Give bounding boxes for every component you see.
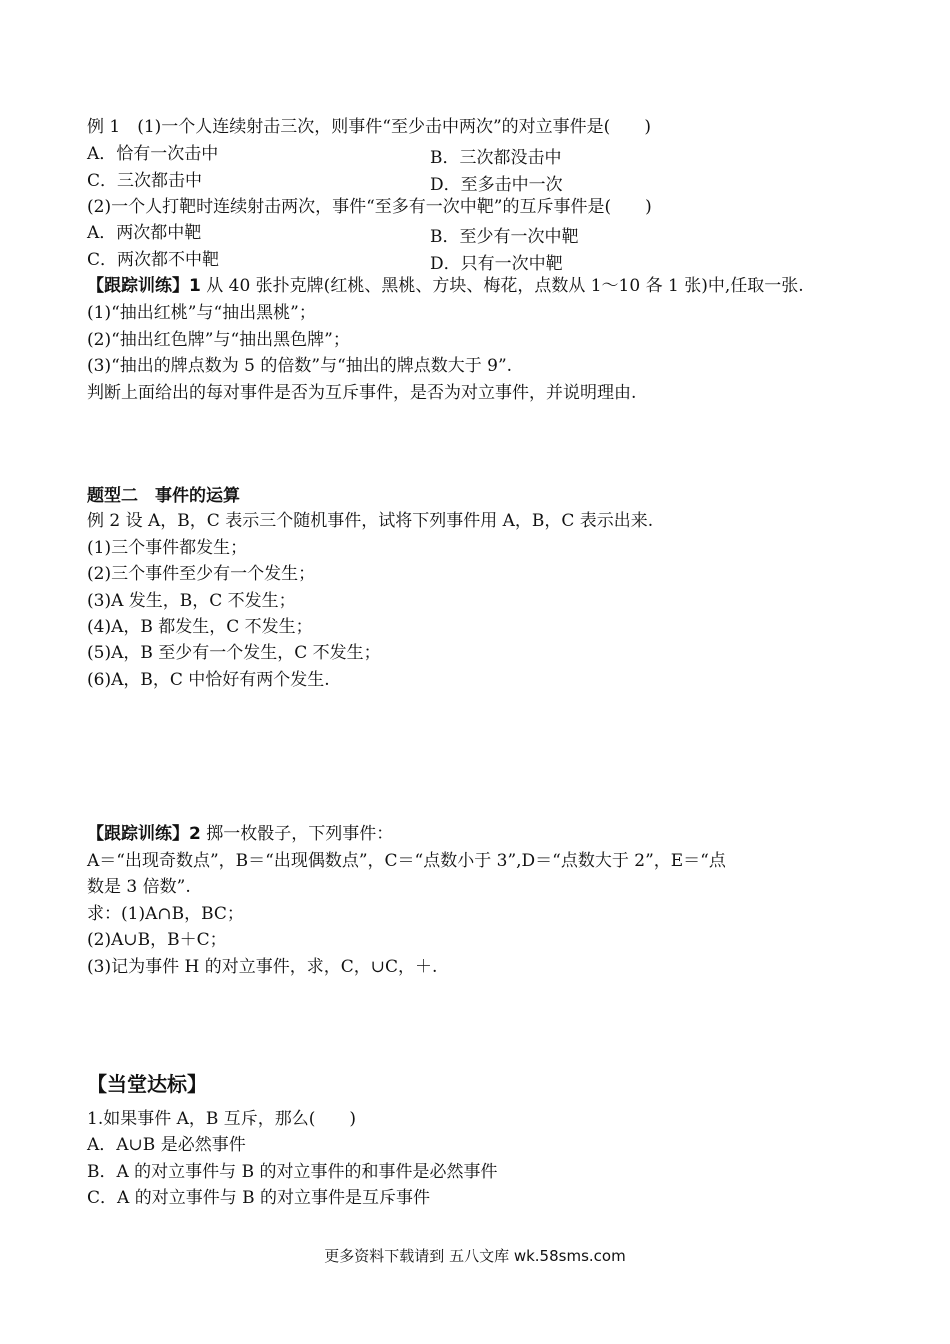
option-d: D．至多击中一次: [430, 175, 563, 195]
tracking-text: 从 40 张扑克牌(红桃、黑桃、方块、梅花，点数从 1～10 各 1 张)中,任取一张.: [200, 276, 804, 296]
item-line: (1)“抽出红桃”与“抽出黑桃”；: [87, 303, 316, 323]
item-line: (3)“抽出的牌点数为 5 的倍数”与“抽出的牌点数大于 9”.: [87, 356, 513, 376]
option-c: C．两次都不中靶: [87, 250, 220, 270]
tracking-tag: 【跟踪训练】2: [87, 824, 201, 844]
item-line: (2)A∪B，B＋C；: [87, 930, 227, 950]
item-line: (3)A 发生，B，C 不发生；: [87, 591, 296, 611]
section-title: 【当堂达标】: [87, 1072, 207, 1096]
item-line: (2)“抽出红色牌”与“抽出黑色牌”；: [87, 330, 350, 350]
events-line: 数是 3 倍数”.: [87, 877, 191, 897]
option-c: C．三次都击中: [87, 171, 203, 191]
events-line: A＝“出现奇数点”，B＝“出现偶数点”，C＝“点数小于 3”,D＝“点数大于 2”，E＝“点: [87, 851, 726, 871]
option-b: B．A 的对立事件与 B 的对立事件的和事件是必然事件: [87, 1162, 498, 1182]
option-a: A．恰有一次击中: [87, 144, 219, 164]
option-d: D．只有一次中靶: [430, 254, 563, 274]
option-b: B．三次都没击中: [430, 148, 562, 168]
option-c: C．A 的对立事件与 B 的对立事件是互斥事件: [87, 1188, 430, 1208]
item-line: (4)A，B 都发生，C 不发生；: [87, 617, 313, 637]
tracking-tag: 【跟踪训练】1: [87, 276, 201, 296]
option-b: B．至少有一次中靶: [430, 227, 579, 247]
item-line: (6)A，B，C 中恰好有两个发生.: [87, 670, 330, 690]
example-1-question-2: (2)一个人打靶时连续射击两次，事件“至多有一次中靶”的互斥事件是( ): [87, 197, 652, 217]
example-1-question-1: 例 1 (1)一个人连续射击三次，则事件“至少击中两次”的对立事件是( ): [87, 117, 651, 137]
question-1: 1.如果事件 A，B 互斥，那么( ): [87, 1109, 357, 1129]
tracking-exercise-2-intro: [87, 823, 393, 845]
item-line: (1)三个事件都发生；: [87, 538, 248, 558]
instruction-line: 判断上面给出的每对事件是否为互斥事件，是否为对立事件，并说明理由.: [87, 383, 637, 403]
item-line: 求：(1)A∩B，BC；: [87, 904, 244, 924]
tracking-exercise-1-intro: [87, 275, 804, 297]
example-2: 例 2 设 A，B，C 表示三个随机事件，试将下列事件用 A，B，C 表示出来.: [87, 511, 654, 531]
option-a: A．A∪B 是必然事件: [87, 1135, 246, 1155]
section-title: 题型二 事件的运算: [87, 486, 240, 506]
option-a: A．两次都中靶: [87, 223, 202, 243]
tracking-text: 掷一枚骰子，下列事件：: [200, 824, 394, 844]
footer-download-note: 更多资料下载请到 五八文库 wk.58sms.com: [324, 1247, 626, 1265]
item-line: (5)A，B 至少有一个发生，C 不发生；: [87, 643, 381, 663]
item-line: (3)记为事件 H 的对立事件，求，C，∪C，＋.: [87, 957, 438, 977]
item-line: (2)三个事件至少有一个发生；: [87, 564, 316, 584]
